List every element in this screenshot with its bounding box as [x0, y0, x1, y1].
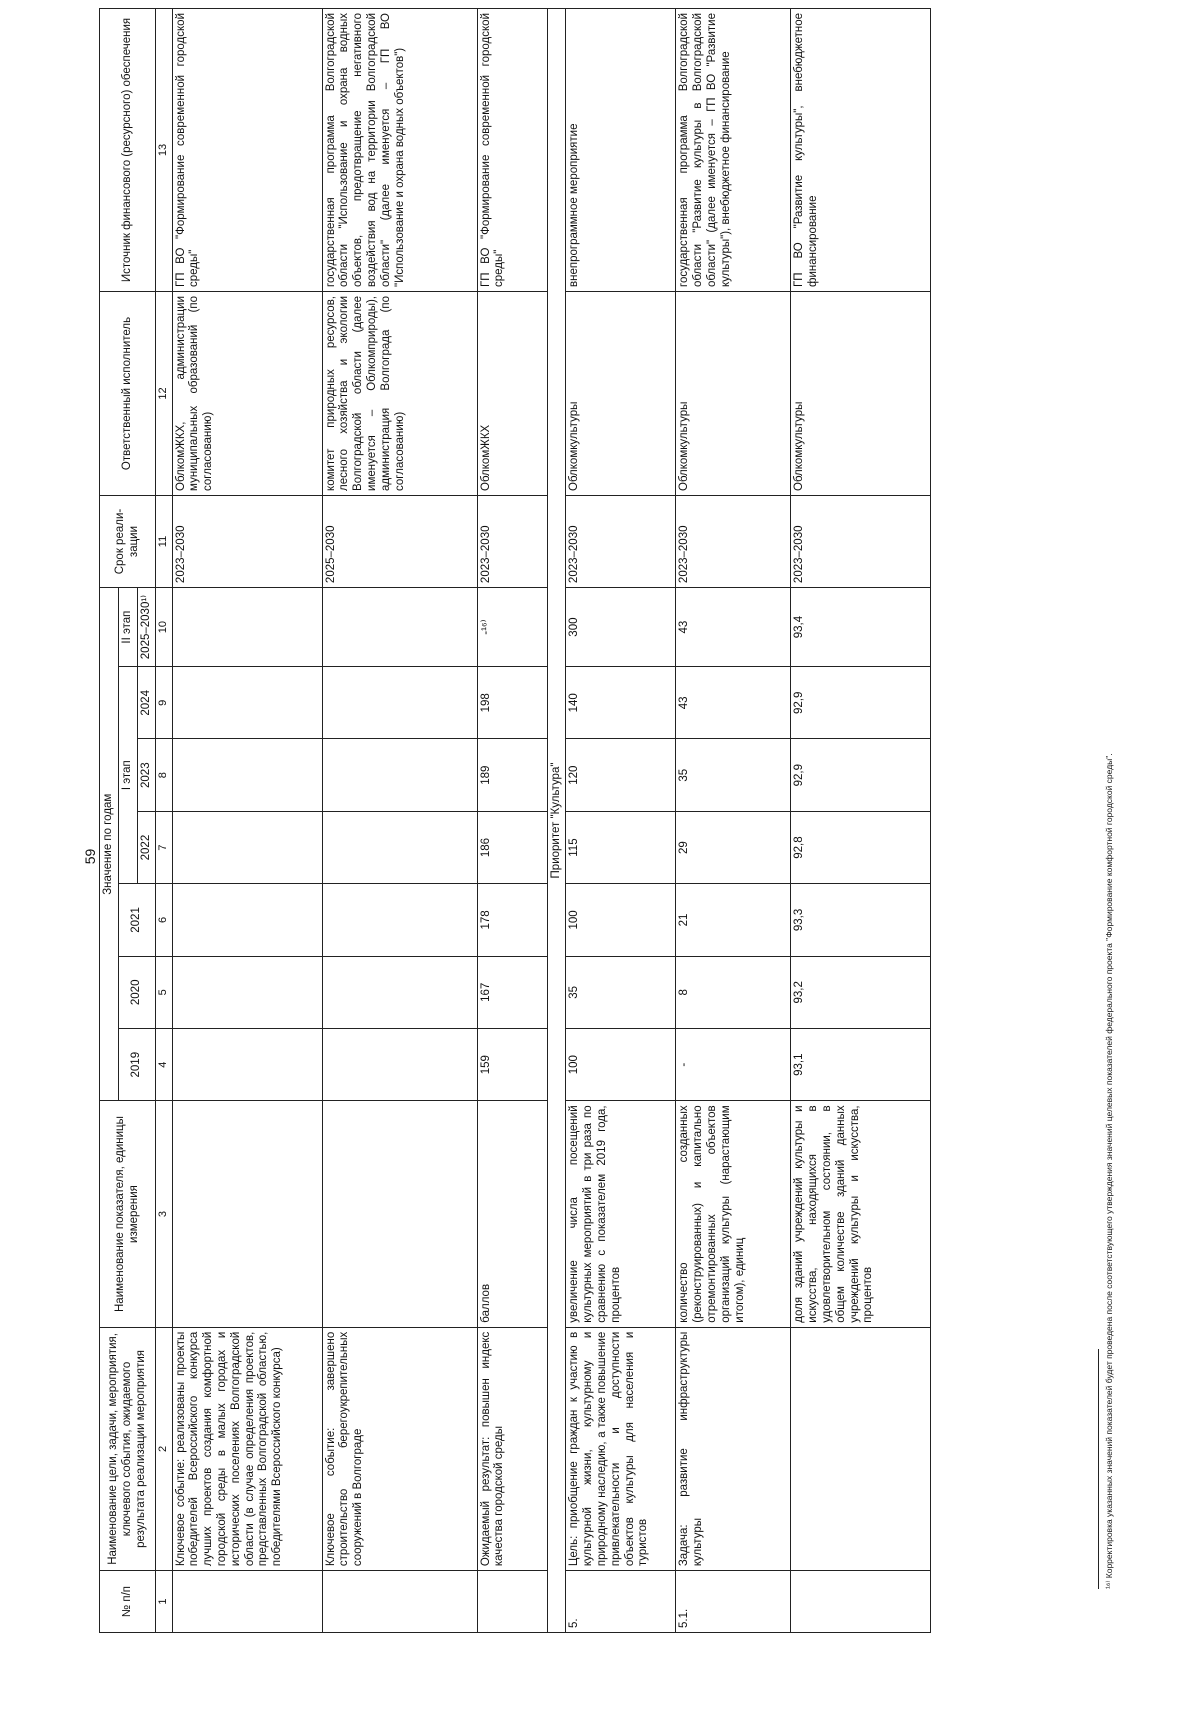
value-2019	[172, 1029, 322, 1101]
row-responsible: Облкомкультуры	[566, 292, 676, 496]
header-stage-2: II этап	[118, 588, 137, 667]
value-2020: 35	[566, 956, 676, 1028]
value-2025-2030: 93,4	[791, 588, 931, 667]
value-2020	[172, 956, 322, 1028]
program-table	[99, 8, 931, 1633]
value-2019	[322, 1029, 477, 1101]
table-row	[676, 9, 791, 1633]
value-2021	[322, 884, 477, 956]
value-2025-2030	[172, 588, 322, 667]
table-row	[477, 9, 547, 1633]
table-row	[322, 9, 477, 1633]
header-term: Срок реали-зации	[100, 495, 156, 587]
value-2020: 167	[477, 956, 547, 1028]
row-term: 2023–2030	[676, 495, 791, 587]
column-number-row	[156, 9, 172, 1633]
row-name: Задача: развитие инфраструктуры культуры	[676, 1327, 791, 1570]
column-number: 12	[156, 292, 172, 496]
value-2024: 92,9	[791, 667, 931, 739]
table-row	[172, 9, 322, 1633]
row-num	[322, 1571, 477, 1633]
column-number: 11	[156, 495, 172, 587]
value-2023: 120	[566, 739, 676, 811]
value-2024	[172, 667, 322, 739]
row-name: Цель: приобщение граждан к участию в культурной жизни, культурному и природному наследию, а также повышение привлекательности и доступности объектов культуры для населения и туристов	[566, 1327, 676, 1570]
value-2022: 29	[676, 811, 791, 883]
priority-heading: Приоритет "Культура"	[547, 9, 566, 1633]
row-indicator: количество созданных (реконструированных) и капитально отремонтированных объектов организаций культуры (нарастающим итогом), единиц	[676, 1101, 791, 1327]
row-term: 2023–2030	[791, 495, 931, 587]
value-2023: 189	[477, 739, 547, 811]
row-responsible: Облкомкультуры	[791, 292, 931, 496]
value-2020: 8	[676, 956, 791, 1028]
row-indicator: доля зданий учреждений культуры и искусства, находящихся в удовлетворительном состоянии, в общем количестве зданий данных учреждений культуры и искусства, процентов	[791, 1101, 931, 1327]
header-name: Наименование цели, задачи, мероприятия, ключевого события, ожидаемого результата реализации мероприятия	[100, 1327, 156, 1570]
value-2022	[172, 811, 322, 883]
value-2019: -	[676, 1029, 791, 1101]
footnote: ¹⁶⁾ Корректировка указанных значений показателей будет проведена после соответствующего утверждения значений целевых показателей федерального проекта "Формирование комфортной городской среды".	[1104, 753, 1114, 1589]
value-2023: 92,9	[791, 739, 931, 811]
value-2022: 92,8	[791, 811, 931, 883]
value-2021: 21	[676, 884, 791, 956]
value-2022	[322, 811, 477, 883]
header-year-2020: 2020	[118, 956, 156, 1028]
row-indicator	[172, 1101, 322, 1327]
row-responsible: ОблкомЖКХ	[477, 292, 547, 496]
column-number: 2	[156, 1327, 172, 1570]
value-2023: 35	[676, 739, 791, 811]
row-term: 2023–2030	[566, 495, 676, 587]
column-number: 4	[156, 1029, 172, 1101]
column-number: 6	[156, 884, 172, 956]
value-2023	[172, 739, 322, 811]
header-responsible: Ответственный исполнитель	[100, 292, 156, 496]
row-term: 2023–2030	[477, 495, 547, 587]
value-2021: 93,3	[791, 884, 931, 956]
row-responsible: комитет природных ресурсов, лесного хозяйства и экологии Волгоградской области (далее именуется – Облкомприроды), администрация Волгограда (по согласованию)	[322, 292, 477, 496]
column-number: 3	[156, 1101, 172, 1327]
column-number: 8	[156, 739, 172, 811]
header-indicator: Наименование показателя, единицы измерения	[100, 1101, 156, 1327]
row-num: 5.	[566, 1571, 676, 1633]
header-values-by-year: Значение по годам	[100, 588, 119, 1101]
row-source: ГП ВО "Развитие культуры", внебюджетное финансирование	[791, 9, 931, 292]
value-2024: 140	[566, 667, 676, 739]
header-num: № п/п	[100, 1571, 156, 1633]
priority-row	[547, 9, 566, 1633]
header-source: Источник финансового (ресурсного) обеспечения	[100, 9, 156, 292]
row-responsible: Облкомкультуры	[676, 292, 791, 496]
value-2024	[322, 667, 477, 739]
row-name	[791, 1327, 931, 1570]
row-source: ГП ВО "Формирование современной городской среды"	[172, 9, 322, 292]
row-term: 2023–2030	[172, 495, 322, 587]
value-2023	[322, 739, 477, 811]
row-num	[791, 1571, 931, 1633]
row-source: государственная программа Волгоградской области "Использование и охрана водных объектов, предотвращение негативного воздействия вод на территории Волгоградской области" (далее именуется – ГП ВО "Использование и охрана водных объектов")	[322, 9, 477, 292]
value-2019: 100	[566, 1029, 676, 1101]
header-stage-1: I этап	[118, 667, 137, 884]
header-year-2021: 2021	[118, 884, 156, 956]
column-number: 5	[156, 956, 172, 1028]
column-number: 10	[156, 588, 172, 667]
row-num	[477, 1571, 547, 1633]
table-row	[566, 9, 676, 1633]
value-2025-2030: 43	[676, 588, 791, 667]
row-name: Ожидаемый результат: повышен индекс качества городской среды	[477, 1327, 547, 1570]
footnote-divider	[1098, 1349, 1099, 1589]
column-number: 1	[156, 1571, 172, 1633]
value-2024: 198	[477, 667, 547, 739]
row-num: 5.1.	[676, 1571, 791, 1633]
value-2025-2030: 300	[566, 588, 676, 667]
row-source: внепрограммное мероприятие	[566, 9, 676, 292]
header-year-2019: 2019	[118, 1029, 156, 1101]
value-2025-2030: -¹⁶⁾	[477, 588, 547, 667]
value-2020	[322, 956, 477, 1028]
value-2022: 115	[566, 811, 676, 883]
value-2021: 100	[566, 884, 676, 956]
row-indicator: баллов	[477, 1101, 547, 1327]
row-source: ГП ВО "Формирование современной городской среды"	[477, 9, 547, 292]
row-source: государственная программа Волгоградской области "Развитие культуры в Волгоградской области" (далее именуется – ГП ВО "Развитие культуры"), внебюджетное финансирование	[676, 9, 791, 292]
value-2025-2030	[322, 588, 477, 667]
page-number: 59	[82, 848, 98, 865]
value-2019: 159	[477, 1029, 547, 1101]
value-2020: 93,2	[791, 956, 931, 1028]
column-number: 9	[156, 667, 172, 739]
row-num	[172, 1571, 322, 1633]
column-number: 7	[156, 811, 172, 883]
value-2019: 93,1	[791, 1029, 931, 1101]
header-year-2022: 2022	[137, 811, 156, 883]
value-2021: 178	[477, 884, 547, 956]
value-2022: 186	[477, 811, 547, 883]
column-number: 13	[156, 9, 172, 292]
row-responsible: ОблкомЖКХ, администрации муниципальных образований (по согласованию)	[172, 292, 322, 496]
header-year-2023: 2023	[137, 739, 156, 811]
header-year-2025-2030: 2025–2030¹⁾	[137, 588, 156, 667]
value-2024: 43	[676, 667, 791, 739]
row-indicator	[322, 1101, 477, 1327]
value-2021	[172, 884, 322, 956]
row-name: Ключевое событие: завершено строительство берегоукрепительных сооружений в Волгограде	[322, 1327, 477, 1570]
header-year-2024: 2024	[137, 667, 156, 739]
row-term: 2025–2030	[322, 495, 477, 587]
row-indicator: увеличение числа посещений культурных мероприятий в три раза по сравнению с показателем 2019 года, процентов	[566, 1101, 676, 1327]
table-row	[791, 9, 931, 1633]
row-name: Ключевое событие: реализованы проекты победителей Всероссийского конкурса лучших проектов создания комфортной городской среды в малых городах и исторических поселениях Волгоградской области (в случае определения проектов, представленных Волгоградской областью, победителями Всероссийского конкурса)	[172, 1327, 322, 1570]
